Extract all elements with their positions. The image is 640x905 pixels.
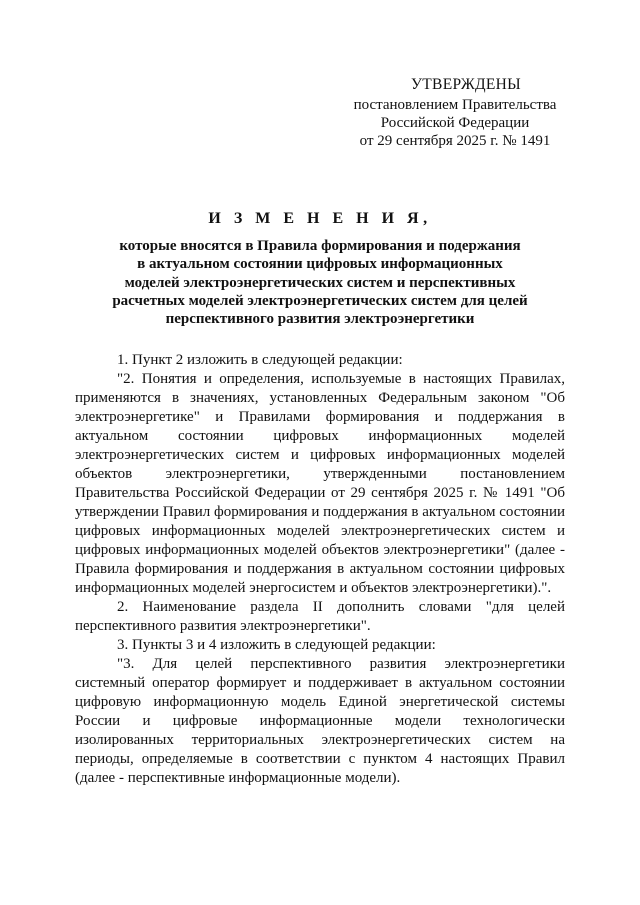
subtitle-line-3: моделей электроэнергетических систем и перспективных [124, 274, 516, 291]
document-title: И З М Е Н Е Н И Я, [208, 210, 432, 227]
paragraph-1: 1. Пункт 2 изложить в следующей редакции: [117, 352, 403, 368]
approval-line-3: от 29 сентября 2025 г. № 1491 [359, 133, 551, 149]
paragraph-4: 3. Пункты 3 и 4 изложить в следующей редакции: [117, 637, 436, 653]
subtitle-line-1: которые вносятся в Правила формирования и подержания [119, 238, 521, 254]
subtitle-line-4: расчетных моделей электроэнергетических систем для целей [112, 292, 528, 309]
paragraph-2: "2. Понятия и определения, используемые в настоящих Правилах, применяются в значениях, установленных Федеральным законом "Об электроэнергетике" и Правилами формирования и поддержания в актуальном состоянии цифровых информационных моделей электроэнергетических систем и цифровых информационных моделей объектов электроэнергетики, утвержденными постановлением Правительства Российской Федерации от 29 сентября 2025 г. № 1491 "Об утверждении Правил формирования и поддержания в актуальном состоянии цифровых информационных моделей электроэнергетических систем и цифровых информационных моделей объектов электроэнергетики" (далее - Правила формирования и поддержания в актуальном состоянии цифровых информационных моделей энергосистем и объектов электроэнергетики).". [75, 371, 565, 596]
approval-block [330, 76, 580, 150]
approval-line-1: постановлением Правительства [353, 97, 557, 113]
subtitle-line-5: перспективного развития электроэнергетики [165, 311, 475, 328]
subtitle-line-2: в актуальном состоянии цифровых информационных [137, 256, 503, 273]
approval-heading: УТВЕРЖДЕНЫ [411, 76, 521, 93]
document-body [75, 351, 565, 788]
paragraph-3: 2. Наименование раздела II дополнить словами "для целей перспективного развития электроэнергетики". [75, 599, 565, 634]
document-subtitle [100, 237, 540, 328]
approval-line-2: Российской Федерации [380, 115, 530, 131]
paragraph-5: "3. Для целей перспективного развития электроэнергетики системный оператор формирует и поддерживает в актуальном состоянии цифровую информационную модель Единой энергетической системы России и цифровые информационные модели технологически изолированных территориальных электроэнергетических систем на периоды, определяемые в соответствии с пунктом 4 настоящих Правил (далее - перспективные информационные модели). [75, 656, 565, 786]
